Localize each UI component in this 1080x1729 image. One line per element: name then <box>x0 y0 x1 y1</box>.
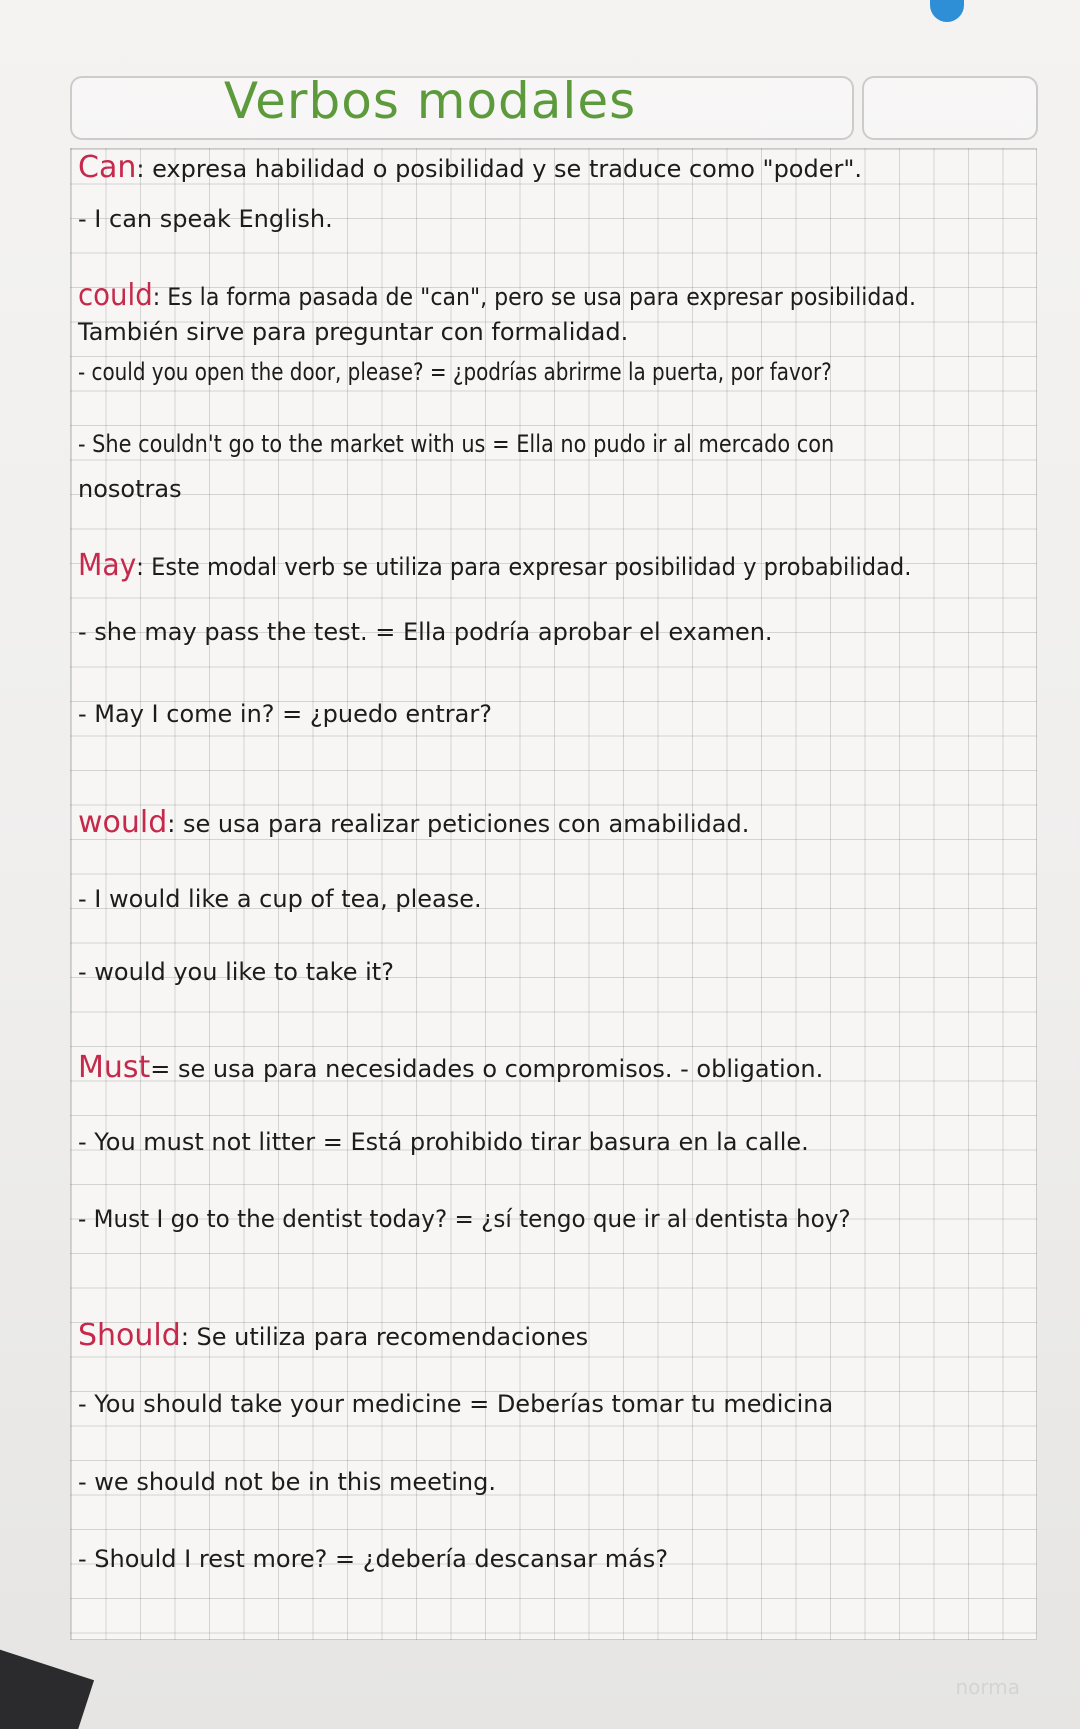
keyword-can: Can <box>78 150 137 185</box>
keyword-may: May <box>78 548 137 583</box>
example-may-1: - she may pass the test. = Ella podría aprobar el examen. <box>78 618 773 646</box>
desk-corner <box>0 1643 94 1729</box>
keyword-should: Should <box>78 1318 181 1353</box>
example-should-2: - we should not be in this meeting. <box>78 1468 497 1496</box>
section-may-heading <box>78 548 911 583</box>
blue-corner-mark <box>930 0 964 22</box>
example-would-2: - would you like to take it? <box>78 958 394 986</box>
keyword-would: would <box>78 805 168 840</box>
section-can-heading <box>78 150 862 185</box>
definition-should: : Se utiliza para recomendaciones <box>180 1323 589 1351</box>
example-could-2: - She couldn't go to the market with us = Ella no pudo ir al mercado con <box>78 430 835 458</box>
section-must-heading <box>78 1050 823 1085</box>
definition-would: : se usa para realizar peticiones con amabilidad. <box>167 810 750 838</box>
date-box <box>862 76 1038 140</box>
keyword-could: could <box>78 278 153 313</box>
example-would-1: - I would like a cup of tea, please. <box>78 885 482 913</box>
brand-logo: norma <box>955 1675 1020 1699</box>
section-could-heading <box>78 278 916 313</box>
definition-could-2: También sirve para preguntar con formalidad. <box>78 318 629 346</box>
example-may-2: - May I come in? = ¿puedo entrar? <box>78 700 492 728</box>
section-would-heading <box>78 805 749 840</box>
example-can-1: - I can speak English. <box>78 205 333 233</box>
example-could-2-cont: nosotras <box>78 475 182 503</box>
example-could-1: - could you open the door, please? = ¿podrías abrirme la puerta, por favor? <box>78 358 832 386</box>
definition-must: = se usa para necesidades o compromisos. - obligation. <box>150 1055 824 1083</box>
definition-may: : Este modal verb se utiliza para expresar posibilidad y probabilidad. <box>136 553 912 581</box>
example-should-3: - Should I rest more? = ¿debería descansar más? <box>78 1545 669 1573</box>
example-must-1: - You must not litter = Está prohibido tirar basura en la calle. <box>78 1128 809 1156</box>
definition-can: : expresa habilidad o posibilidad y se traduce como "poder". <box>136 155 863 183</box>
definition-could: : Es la forma pasada de "can", pero se usa para expresar posibilidad. <box>152 283 916 311</box>
example-must-2: - Must I go to the dentist today? = ¿sí tengo que ir al dentista hoy? <box>78 1205 851 1233</box>
page-title: Verbos modales <box>223 72 637 130</box>
keyword-must: Must <box>78 1050 151 1085</box>
example-should-1: - You should take your medicine = Deberías tomar tu medicina <box>78 1390 834 1418</box>
section-should-heading <box>78 1318 588 1353</box>
